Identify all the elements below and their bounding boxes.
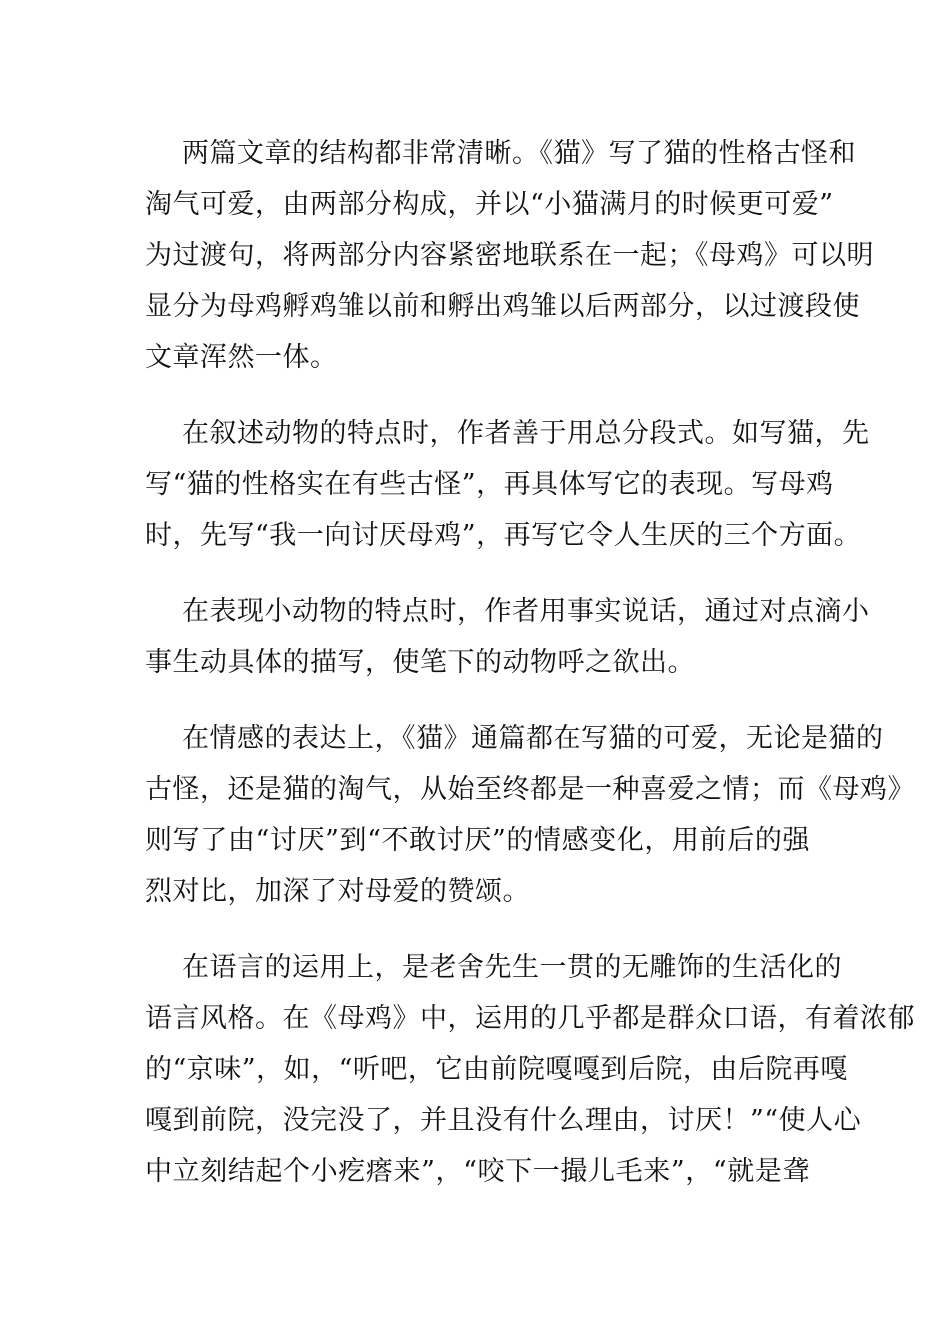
text-line: 在叙述动物的特点时，作者善于用总分段式。如写猫，先 — [182, 418, 870, 449]
text-line: 为过渡句，将两部分内容紧密地联系在一起；《母鸡》可以明 — [145, 240, 874, 271]
text-line: 嘎到前院，没完没了，并且没有什么理由，讨厌！”“使人心 — [145, 1105, 862, 1136]
text-line: 显分为母鸡孵鸡雏以前和孵出鸡雏以后两部分，以过渡段使 — [145, 291, 860, 322]
text-line: 两篇文章的结构都非常清晰。《猫》写了猫的性格古怪和 — [182, 138, 856, 169]
text-line: 的“京味”，如，“听吧，它由前院嘎嘎到后院，由后院再嘎 — [145, 1054, 848, 1085]
text-line: 在表现小动物的特点时，作者用事实说话，通过对点滴小 — [182, 596, 870, 627]
text-line: 时，先写“我一向讨厌母鸡”，再写它令人生厌的三个方面。 — [145, 520, 862, 551]
document-body — [145, 128, 915, 1222]
text-line: 淘气可爱，由两部分构成，并以“小猫满月的时候更可爱” — [145, 189, 834, 220]
paragraph-emotion — [145, 713, 915, 917]
text-line: 中立刻结起个小疙瘩来”，“咬下一撮儿毛来”，“就是聋 — [145, 1156, 810, 1187]
text-line: 文章浑然一体。 — [145, 342, 338, 373]
paragraph-language — [145, 942, 915, 1197]
text-line: 语言风格。在《母鸡》中，运用的几乎都是群众口语，有着浓郁 — [145, 1003, 915, 1034]
text-line: 写“猫的性格实在有些古怪”，再具体写它的表现。写母鸡 — [145, 469, 834, 500]
paragraph-structure — [145, 128, 874, 383]
text-line: 烈对比，加深了对母爱的赞颂。 — [145, 876, 530, 907]
text-line: 在语言的运用上，是老舍先生一贯的无雕饰的生活化的 — [182, 952, 842, 983]
paragraph-narration — [145, 408, 870, 561]
paragraph-facts — [145, 586, 870, 688]
text-line: 则写了由“讨厌”到“不敢讨厌”的情感变化，用前后的强 — [145, 825, 810, 856]
text-line: 事生动具体的描写，使笔下的动物呼之欲出。 — [145, 647, 695, 678]
text-line: 在情感的表达上，《猫》通篇都在写猫的可爱，无论是猫的 — [182, 723, 884, 754]
text-line: 古怪，还是猫的淘气，从始至终都是一种喜爱之情；而《母鸡》 — [145, 774, 915, 805]
